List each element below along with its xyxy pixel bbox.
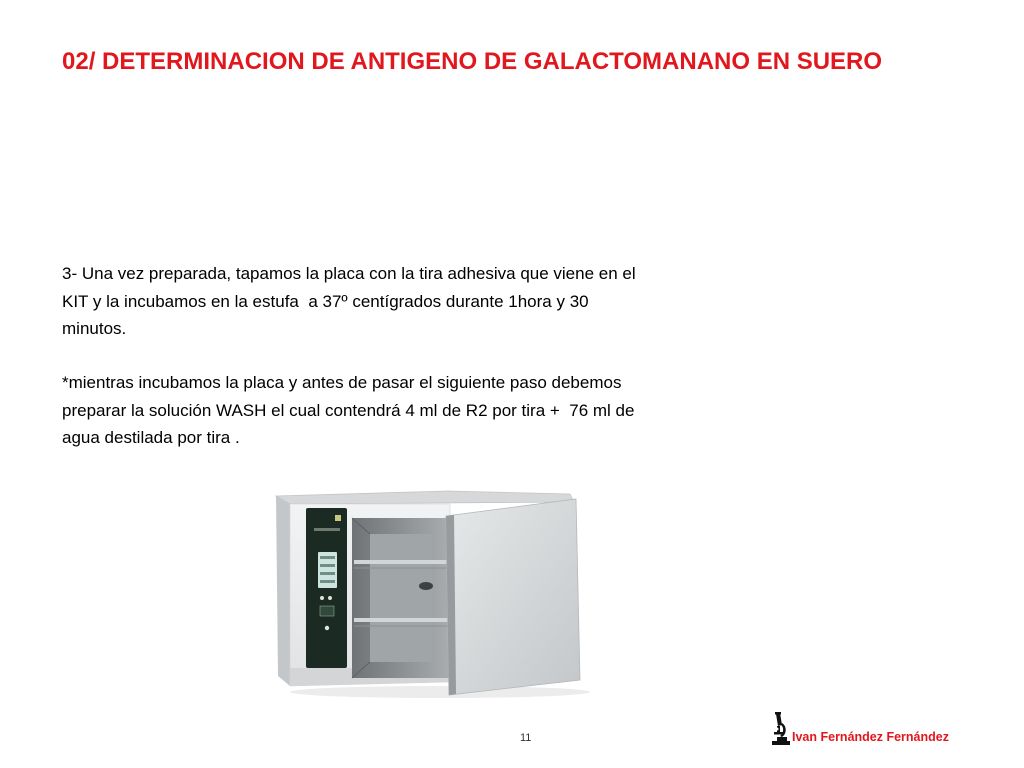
page-number: 11 (520, 732, 532, 744)
chamber-back-wall (370, 534, 432, 662)
slide-title: 02/ DETERMINACION DE ANTIGENO DE GALACTOMANANO EN SUERO (62, 48, 883, 75)
control-panel (306, 508, 347, 668)
chamber-shelf-upper (354, 560, 448, 564)
chamber-shelf-lower (354, 618, 448, 622)
paragraph-line: *mientras incubamos la placa y antes de pasar el siguiente paso debemos (62, 373, 622, 392)
chamber-fan-opening (419, 582, 433, 590)
display-row (320, 580, 335, 583)
incubator-chamber (352, 518, 450, 678)
paragraph-incubation-step (62, 260, 782, 343)
display-row (320, 564, 335, 567)
paragraph-wash-solution-note (62, 369, 782, 452)
paragraph-line: agua destilada por tira . (62, 428, 240, 447)
panel-button (320, 596, 324, 600)
paragraph-line: minutos. (62, 319, 127, 338)
incubator-image (270, 486, 590, 701)
incubator-top (276, 491, 574, 504)
panel-indicator (325, 626, 329, 630)
model-plate (314, 528, 340, 531)
display-row (320, 556, 335, 559)
microscope-icon (771, 712, 791, 746)
door-panel (446, 499, 580, 695)
incubator-shadow (290, 686, 590, 698)
panel-button (328, 596, 332, 600)
display-row (320, 572, 335, 575)
panel-switch (320, 606, 334, 616)
paragraph-line: KIT y la incubamos en la estufa a 37º centígrados durante 1hora y 30 (62, 291, 589, 311)
paragraph-line: 3- Una vez preparada, tapamos la placa con la tira adhesiva que viene en el (62, 264, 636, 283)
incubator-door (446, 499, 580, 695)
paragraph-line: preparar la solución WASH el cual contendrá 4 ml de R2 por tira + 76 ml de (62, 400, 635, 420)
incubator-side (276, 496, 290, 686)
brand-logo-mark (335, 515, 341, 521)
author-name: Ivan Fernández Fernández (792, 730, 949, 744)
